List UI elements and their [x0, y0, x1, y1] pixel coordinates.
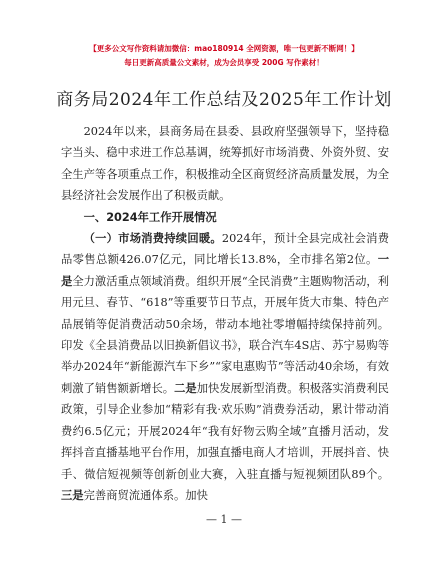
ordinal-marker: 一是	[61, 253, 389, 288]
promo-banner-line-1: 【更多公文写作资料请加微信：mao180914 全网资源，唯一包更新不断网！】	[89, 44, 359, 53]
section-heading: 一、2024年工作开展情况	[83, 210, 217, 224]
page-number: — 1 —	[206, 513, 242, 526]
ordinal-marker: 三是	[61, 488, 84, 502]
section-paragraph	[61, 228, 389, 506]
sub-heading: （一）市场消费持续回暖。	[83, 232, 222, 246]
document-title: 商务局2024年工作总结及2025年工作计划	[56, 90, 392, 110]
promo-banner-line-2: 每日更新高质量公文素材，成为会员享受 200G 写作素材！	[124, 58, 324, 67]
paragraph-text: 完善商贸流通体系。加快	[83, 488, 208, 502]
intro-paragraph: 2024年以来，县商务局在县委、县政府坚强领导下，坚持稳字当头、稳中求进工作总基调，统筹抓好市场消费、外资外贸、安全生产等各项重点工作，积极推动全区商贸经济高质量发展，为全县经济社会发展作出了积极贡献。	[61, 125, 389, 203]
ordinal-marker: 二是	[174, 381, 197, 395]
paragraph-text: 2024年，预计全县完成社会消费品零售总额426.07亿元，同比增长13.8%，全市排名第2位。	[61, 232, 389, 267]
paragraph-text: 加快发展新型消费。积极落实消费利民政策，引导企业参加“精彩有我·欢乐购”消费券活动，累计带动消费约6.5亿元；开展2024年“我有好物云购全域”直播月活动，发挥抖音直播基地平台作用，加强直播电商人才培训，开展抖音、快手、微信短视频等创新创业大赛，入驻直播与短视频团队89个。	[61, 381, 389, 481]
paragraph-text: 全力激活重点领域消费。组织开展“全民消费”主题购物活动，利用元旦、春节、“618”等重要节日节点，开展年货大市集、特色产品展销等促消费活动50余场，带动本地社零增幅持续保持前列。印发《全县消费品以旧换新倡议书》，联合汽车4S店、苏宁易购等举办2024年“新能源汽车下乡”“家电惠购节”等活动40余场，有效刺激了销售额新增长。	[61, 274, 389, 395]
document-body	[61, 121, 389, 506]
